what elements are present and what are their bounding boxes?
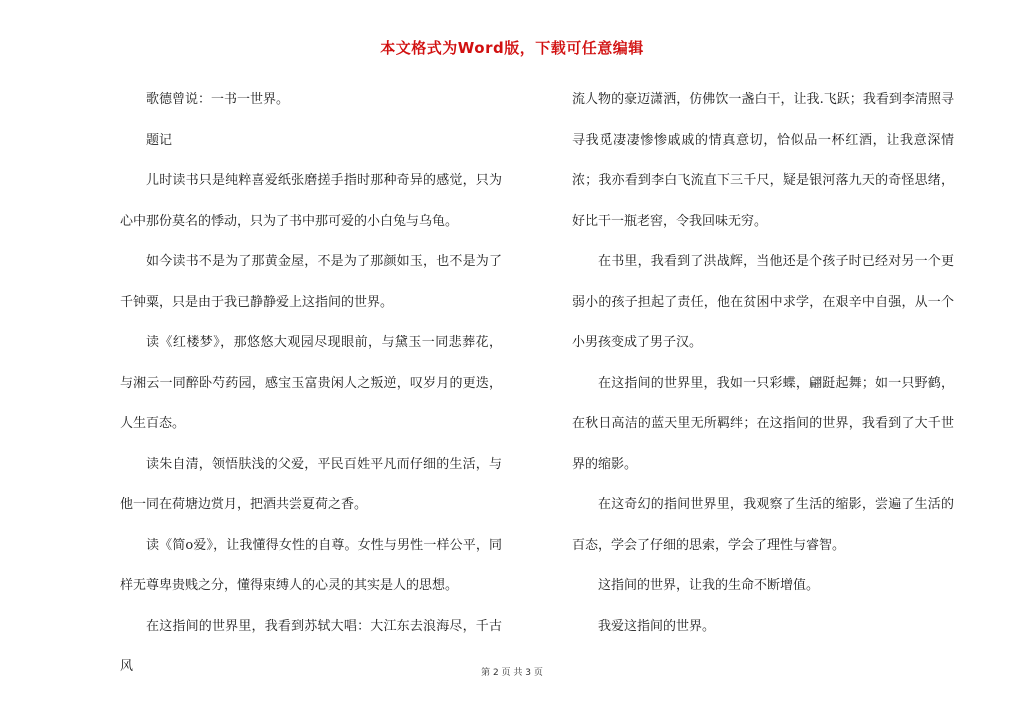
paragraph: 儿时读书只是纯粹喜爱纸张磨搓手指时那种奇异的感觉，只为心中那份莫名的悸动，只为了书中那可爱的小白兔与乌龟。 [120, 173, 502, 229]
paragraph: 题记 [146, 132, 173, 148]
paragraph: 读《红楼梦》，那悠悠大观园尽现眼前，与黛玉一同悲葬花，与湘云一同醉卧芍药园，感宝玉富贵闲人之叛逆，叹岁月的更迭，人生百态。 [120, 335, 502, 431]
paragraph: 在这指间的世界里，我看到苏轼大唱：大江东去浪海尽，千古风 [120, 618, 502, 674]
right-column [572, 80, 954, 647]
page-number-footer: 第 2 页 共 3 页 [481, 668, 543, 678]
paragraph: 我爱这指间的世界。 [598, 618, 716, 634]
word-format-banner: 本文格式为Word版，下载可任意编辑 [380, 39, 644, 57]
paragraph-continued: 流人物的豪迈潇洒，仿佛饮一盏白干，让我.飞跃；我看到李清照寻寻我觅凄凄惨惨戚戚的情真意切，恰似品一杯红酒，让我意深情浓；我亦看到李白飞流直下三千尺，疑是银河落九天的奇怪思绪，好比干一瓶老窖，令我回味无穷。 [572, 92, 954, 229]
paragraph: 在这指间的世界里，我如一只彩蝶，翩跹起舞；如一只野鹤，在秋日高洁的蓝天里无所羁绊；在这指间的世界，我看到了大千世界的缩影。 [572, 375, 954, 472]
paragraph: 在这奇幻的指间世界里，我观察了生活的缩影，尝遍了生活的百态，学会了仔细的思索，学会了理性与睿智。 [572, 497, 954, 553]
paragraph: 歌德曾说：一书一世界。 [146, 92, 290, 107]
paragraph: 读《简ο爱》，让我懂得女性的自尊。女性与男性一样公平，同样无尊卑贵贱之分，懂得束缚人的心灵的其实是人的思想。 [120, 537, 502, 593]
paragraph: 读朱自清，领悟肤浅的父爱，平民百姓平凡而仔细的生活，与他一同在荷塘边赏月，把酒共尝夏荷之香。 [120, 456, 502, 512]
paragraph: 在书里，我看到了洪战辉，当他还是个孩子时已经对另一个更弱小的孩子担起了责任，他在贫困中求学，在艰辛中自强，从一个小男孩变成了男子汉。 [572, 254, 954, 350]
paragraph: 如今读书不是为了那黄金屋，不是为了那颜如玉，也不是为了千钟粟，只是由于我已静静爱上这指间的世界。 [120, 254, 502, 310]
left-column [120, 80, 502, 688]
paragraph: 这指间的世界，让我的生命不断增值。 [598, 578, 820, 593]
